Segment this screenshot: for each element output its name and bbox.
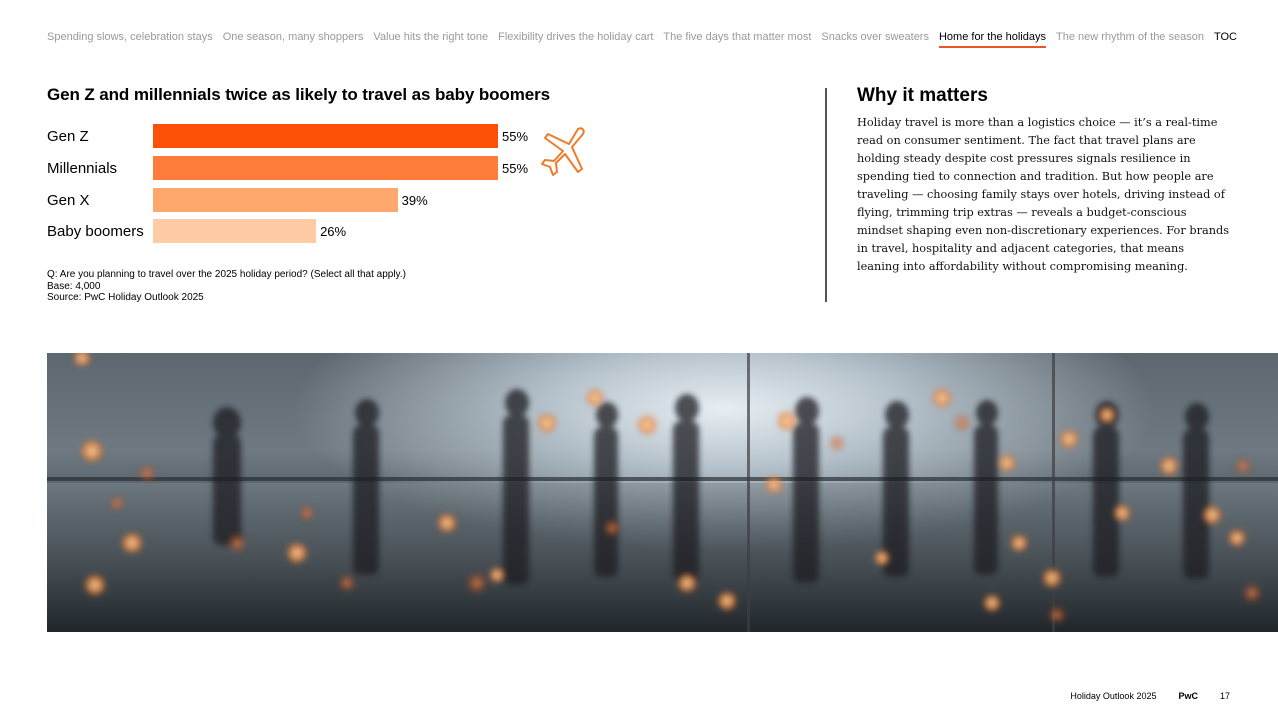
- bar-category-label: Millennials: [47, 159, 118, 177]
- bar-mark: [153, 124, 498, 148]
- nav-item-home-for-holidays[interactable]: Home for the holidays: [939, 31, 1046, 48]
- bar-mark: [153, 188, 398, 212]
- survey-source: Source: PwC Holiday Outlook 2025: [47, 292, 204, 303]
- nav-item-toc[interactable]: TOC: [1213, 31, 1237, 43]
- bar-mark: [153, 156, 498, 180]
- column-divider: [825, 88, 827, 302]
- nav-item-five-days[interactable]: The five days that matter most: [663, 31, 812, 43]
- nav-item-flexibility[interactable]: Flexibility drives the holiday cart: [498, 31, 654, 43]
- survey-base: Base: 4,000: [47, 280, 101, 292]
- bar-row: [47, 188, 647, 212]
- bar-category-label: Gen X: [47, 191, 90, 209]
- nav-item-snacks[interactable]: Snacks over sweaters: [821, 31, 929, 43]
- bar-value-label: 55%: [502, 128, 529, 144]
- bar-value-label: 55%: [502, 160, 529, 176]
- footer-publication: Holiday Outlook 2025: [1070, 691, 1157, 701]
- airplane-icon: [538, 125, 590, 181]
- bar-value-label: 39%: [401, 192, 428, 208]
- footer-brand-logo: PwC: [1178, 691, 1198, 701]
- nav-item-one-season[interactable]: One season, many shoppers: [222, 31, 364, 43]
- bar-mark: [153, 219, 316, 243]
- top-navigation: [47, 31, 1238, 48]
- footer-page-number: 17: [1219, 691, 1230, 701]
- bar-category-label: Baby boomers: [47, 222, 144, 240]
- bar-row: [47, 219, 647, 243]
- nav-item-spending-slows[interactable]: Spending slows, celebration stays: [47, 31, 213, 43]
- nav-item-new-rhythm[interactable]: The new rhythm of the season: [1055, 31, 1204, 43]
- page-footer: [1070, 691, 1230, 701]
- photo-scene: [47, 353, 1278, 632]
- why-it-matters-heading: Why it matters: [857, 85, 988, 106]
- chart-notes: [47, 269, 406, 304]
- travelers-bokeh-photo: [47, 353, 1278, 632]
- why-it-matters-body: Holiday travel is more than a logistics choice — it’s a real-time read on consumer sentiment. The fact that travel plans are holding steady despite cost pressures signals resilience in spending tied to connection and tradition. But how people are traveling — choosing family stays over hotels, driving instead of flying, trimming trip extras — reveals a budget-conscious mindset shaping even non-discretionary experiences. For brands in travel, hospitality and adjacent categories, that means leaning into affordability without compromising meaning.: [857, 116, 1230, 273]
- nav-item-value-hits[interactable]: Value hits the right tone: [373, 31, 489, 43]
- chart-title: Gen Z and millennials twice as likely to travel as baby boomers: [47, 85, 550, 104]
- bar-category-label: Gen Z: [47, 127, 89, 145]
- bar-value-label: 26%: [320, 223, 347, 239]
- survey-question: Q: Are you planning to travel over the 2025 holiday period? (Select all that apply.): [47, 269, 406, 280]
